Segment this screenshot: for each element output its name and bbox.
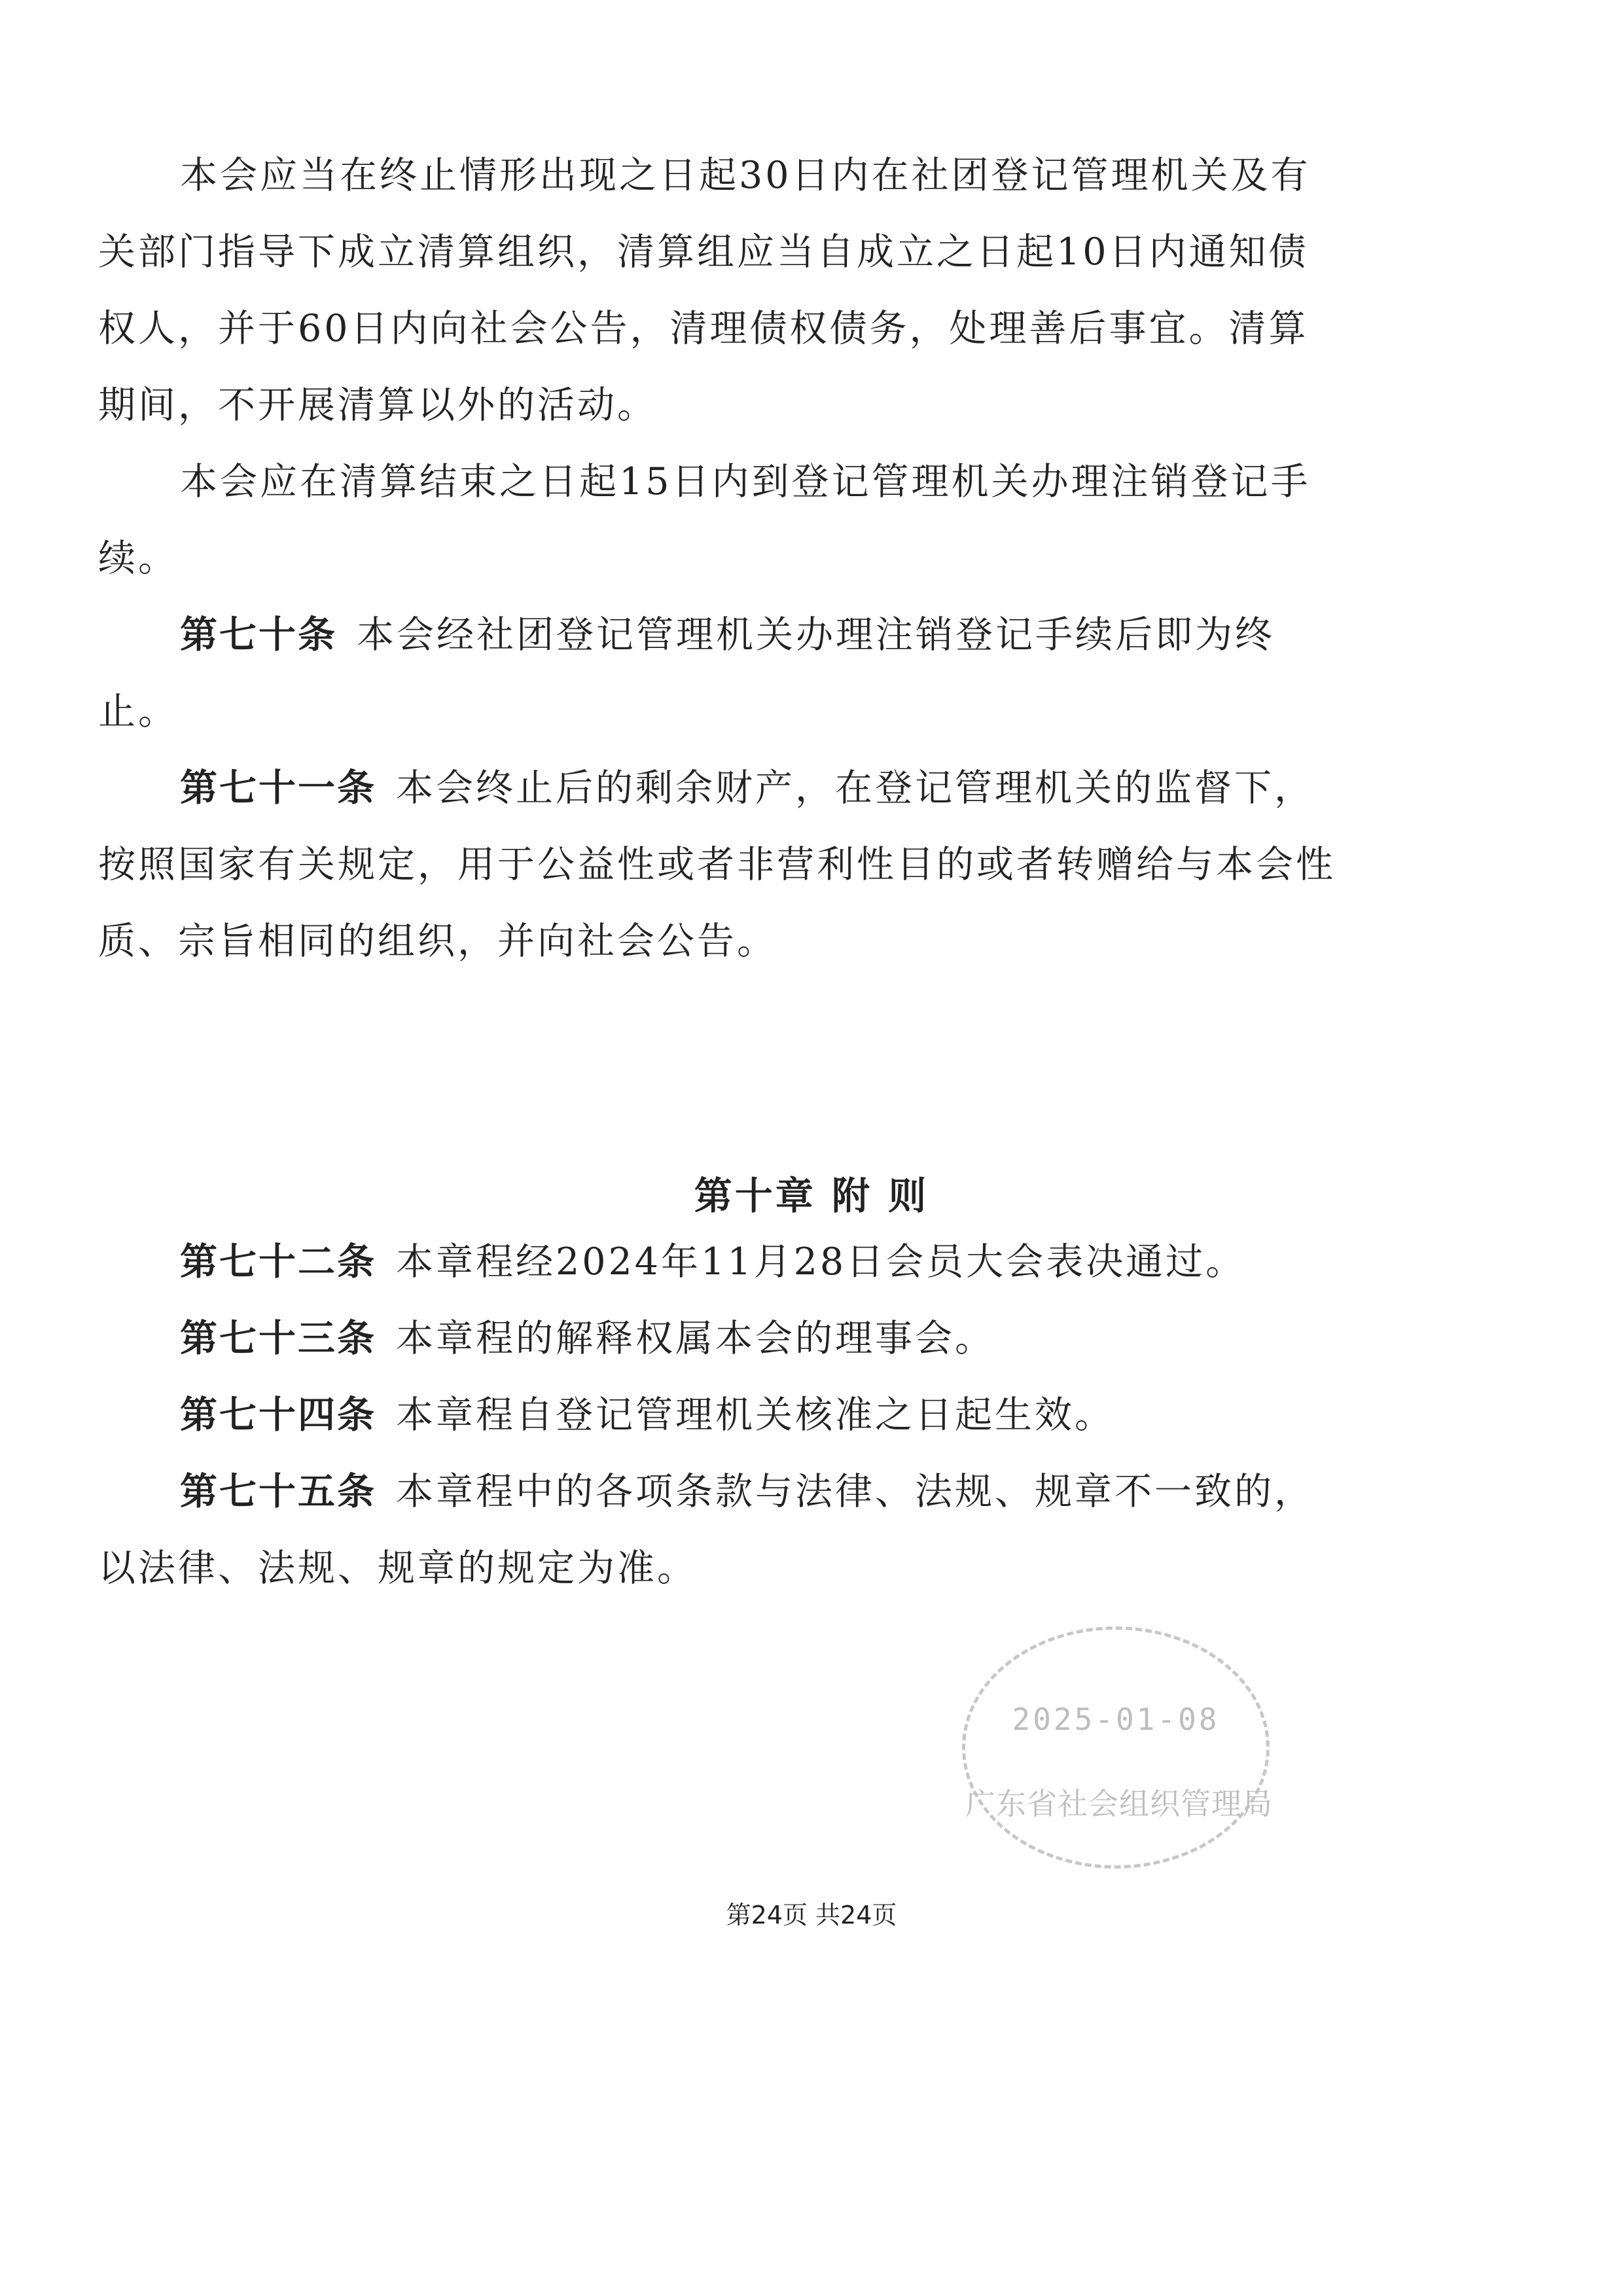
chapter-heading: 第十章 附 则 [694, 1174, 929, 1218]
article-title: 第七十二条 [180, 1240, 376, 1283]
article-70 [98, 597, 1342, 750]
stamp-date: 2025-01-08 [1012, 1702, 1220, 1737]
paragraph-text: 本会应当在终止情形出现之日起30日内在社团登记管理机关及有关部门指导下成立清算组织，清算组应当自成立之日起10日内通知债权人，并于60日内向社会公告，清理债权债务，处理善后事宜。清算期间，不开展清算以外的活动。 [98, 154, 1311, 427]
page-number: 第24页 共24页 [726, 1901, 897, 1929]
article-text: 本会经社团登记管理机关办理注销登记手续后即为终止。 [98, 613, 1275, 733]
paragraph-liquidation [98, 137, 1342, 444]
article-74 [98, 1377, 1342, 1454]
article-75 [98, 1454, 1342, 1607]
article-text: 本章程自登记管理机关核准之日起生效。 [396, 1393, 1115, 1437]
article-text: 本章程经2024年11月28日会员大会表决通过。 [396, 1240, 1246, 1283]
article-71 [98, 750, 1342, 980]
article-title: 第七十四条 [180, 1393, 376, 1437]
official-stamp [962, 1626, 1273, 1869]
article-title: 第七十一条 [180, 766, 376, 810]
article-text: 本章程中的各项条款与法律、法规、规章不一致的，以法律、法规、规章的规定为准。 [98, 1470, 1314, 1590]
stamp-organization: 广东省社会组织管理局 [965, 1786, 1273, 1821]
paragraph-deregistration [98, 444, 1342, 597]
article-title: 第七十条 [180, 613, 337, 656]
paragraph-text: 本会应在清算结束之日起15日内到登记管理机关办理注销登记手续。 [98, 460, 1311, 580]
article-text: 本会终止后的剩余财产，在登记管理机关的监督下，按照国家有关规定，用于公益性或者非营利性目的或者转赠给与本会性质、宗旨相同的组织，并向社会公告。 [98, 766, 1336, 963]
article-title: 第七十三条 [180, 1317, 376, 1360]
article-title: 第七十五条 [180, 1470, 376, 1513]
article-73 [98, 1300, 1342, 1377]
article-72 [98, 1224, 1342, 1300]
article-text: 本章程的解释权属本会的理事会。 [396, 1317, 995, 1360]
